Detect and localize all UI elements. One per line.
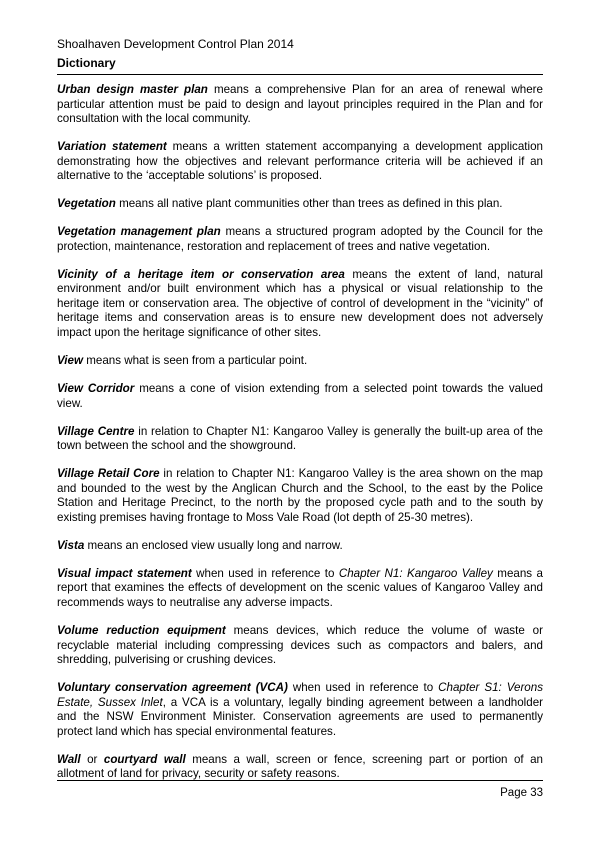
- definition-term: Volume reduction equipment: [57, 624, 226, 638]
- definition-term: Vegetation management plan: [57, 225, 221, 239]
- definition-text: in relation to Chapter N1: Kangaroo Valley is the area shown on the map and bounded to the west by the Anglican Church and the School, to the east by the Police Station and Heritage Precinct, to the north by the proposed cycle path and to the south by existing premises having frontage to Moss Vale Road (lot depth of 25-30 metres).: [57, 467, 543, 524]
- definition-text: means the extent of land, natural environment and/or built environment which has a physical or visual relationship to the heritage item or conservation area. The objective of control of development in the “vicinity” of heritage items and conservation areas is to ensure new development does not adversely impact upon the heritage significance of other sites.: [57, 267, 543, 339]
- document-title: Shoalhaven Development Control Plan 2014: [57, 37, 294, 51]
- definition-term: Wall: [57, 752, 81, 766]
- definition-vegetation: [57, 197, 543, 212]
- page-header: [57, 36, 543, 71]
- definition-view-corridor: [57, 382, 543, 411]
- definition-text: means devices, which reduce the volume of waste or recyclable material including compressing devices such as compactors and balers, and shredding, pulverising or crushing devices.: [57, 624, 543, 667]
- dictionary-content: [57, 83, 543, 795]
- definition-village-retail-core: [57, 467, 543, 525]
- definition-urban-design-master-plan: [57, 83, 543, 127]
- definition-term: Vista: [57, 538, 85, 552]
- definition-term: Voluntary conservation agreement (VCA): [57, 681, 288, 695]
- definition-text: means a comprehensive Plan for an area of renewal where particular attention must be paid to design and layout principles required in the Plan and for consultation with the local community.: [57, 83, 543, 125]
- definition-term: Urban design master plan: [57, 83, 208, 96]
- definition-wall: [57, 753, 543, 782]
- definition-term: Vicinity of a heritage item or conservation area: [57, 267, 345, 281]
- definition-term: Variation statement: [57, 140, 167, 154]
- definition-vista: [57, 539, 543, 554]
- definition-vegetation-management-plan: [57, 225, 543, 254]
- definition-text: when used in reference to: [287, 681, 439, 695]
- definition-text: means what is seen from a particular point.: [83, 353, 308, 367]
- definition-term: Village Retail Core: [57, 467, 160, 481]
- definition-view: [57, 354, 543, 369]
- chapter-reference: Chapter N1: Kangaroo Valley: [338, 566, 493, 580]
- definition-visual-impact-statement: [57, 567, 543, 611]
- definition-term: View: [57, 353, 83, 367]
- definition-volume-reduction-equipment: [57, 624, 543, 668]
- header-rule: [57, 74, 543, 75]
- definition-term: Vegetation: [57, 197, 116, 211]
- section-title: Dictionary: [57, 56, 116, 70]
- definition-term: Village Centre: [57, 424, 135, 438]
- chapter-reference: Chapter S1: Verons Estate, Sussex Inlet: [57, 681, 543, 709]
- definition-variation-statement: [57, 140, 543, 184]
- definition-village-centre: [57, 425, 543, 454]
- definition-voluntary-conservation-agreement: [57, 681, 543, 739]
- definition-text-continued: means a report that examines the effects of development on the scenic values of Kangaroo Valley and recommends ways to neutralise any adverse impacts.: [57, 566, 543, 609]
- definition-term: View Corridor: [57, 382, 135, 396]
- definition-vicinity-heritage: [57, 268, 543, 341]
- definition-text: means a wall, screen or fence, screening part or portion of an allotment of land for privacy, security or safety reasons.: [57, 752, 543, 781]
- definition-text: means all native plant communities other than trees as defined in this plan.: [115, 197, 503, 211]
- definition-text: means a written statement accompanying a development application demonstrating how the objectives and relevant performance criteria will be achieved if an alternative to the ‘acceptable solutions’ is proposed.: [57, 140, 543, 183]
- definition-text: means an enclosed view usually long and narrow.: [84, 538, 343, 552]
- definition-text: means a cone of vision extending from a selected point towards the valued view.: [57, 382, 543, 410]
- definition-text: means a structured program adopted by the Council for the protection, maintenance, restoration and replacement of trees and native vegetation.: [57, 225, 543, 253]
- footer-rule: [57, 780, 543, 781]
- definition-term: Visual impact statement: [57, 566, 192, 580]
- definition-term-alternate: courtyard wall: [103, 752, 186, 766]
- definition-text-continued: , a VCA is a voluntary, legally binding agreement between a landholder and the NSW Environment Minister. Conservation agreements are used to permanently protect land which has special environmental features.: [57, 695, 544, 738]
- definition-text: in relation to Chapter N1: Kangaroo Valley is generally the built-up area of the town between the school and the showground.: [57, 424, 543, 453]
- definition-text: when used in reference to: [191, 566, 339, 580]
- page-number: Page 33: [500, 787, 543, 799]
- term-connector: or: [80, 752, 104, 766]
